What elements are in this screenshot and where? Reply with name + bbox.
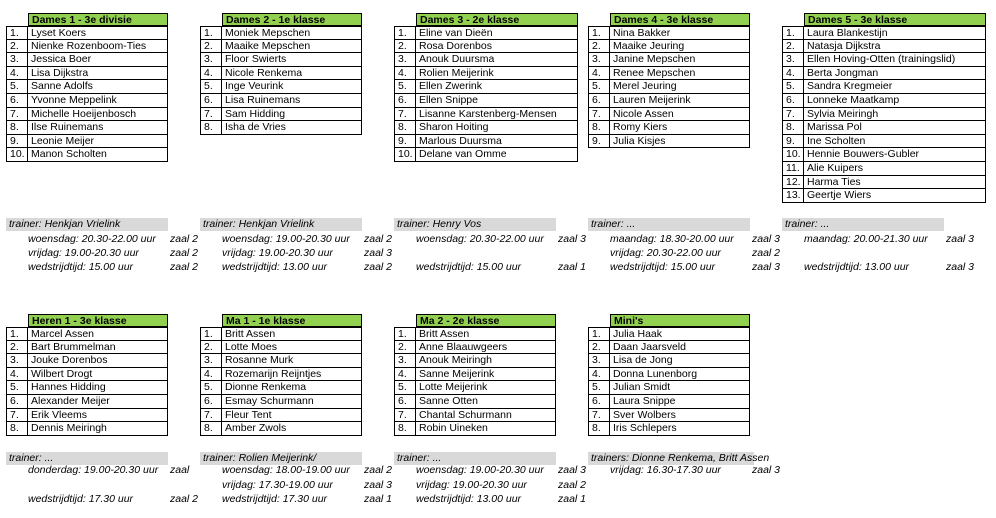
- row-number: 2.: [200, 40, 222, 54]
- player-name[interactable]: Dionne Renkema: [222, 381, 362, 395]
- zaal-label[interactable]: zaal 2: [364, 464, 393, 476]
- player-name[interactable]: Laura Blankestijn: [804, 26, 986, 40]
- team-header[interactable]: Ma 2 - 2e klasse: [416, 314, 556, 327]
- player-name[interactable]: Janine Mepschen: [610, 53, 750, 67]
- player-name[interactable]: Harma Ties: [804, 176, 986, 190]
- zaal-label[interactable]: zaal 3: [752, 464, 781, 476]
- zaal-label[interactable]: zaal 3: [946, 261, 975, 273]
- row-number: 8.: [200, 422, 222, 436]
- player-name[interactable]: Delane van Omme: [416, 148, 578, 162]
- zaal-label[interactable]: zaal 2: [364, 261, 393, 273]
- player-name[interactable]: Leonie Meijer: [28, 135, 168, 149]
- row-number: 2.: [6, 40, 28, 54]
- player-name[interactable]: Michelle Hoeijenbosch: [28, 108, 168, 122]
- row-number: 8.: [782, 121, 804, 135]
- zaal-label[interactable]: zaal: [170, 464, 190, 476]
- row-number: 6.: [588, 94, 610, 108]
- player-name[interactable]: Marcel Assen: [28, 327, 168, 341]
- row-number: 8.: [394, 121, 416, 135]
- row-number: 4.: [588, 67, 610, 81]
- row-number: 7.: [200, 108, 222, 122]
- trainer-cell[interactable]: trainers: Dionne Renkema, Britt Assen: [588, 452, 754, 465]
- row-number: 9.: [394, 135, 416, 149]
- player-name[interactable]: Lisa Dijkstra: [28, 67, 168, 81]
- schedule-time[interactable]: maandag: 20.00-21.30 uur: [804, 233, 928, 245]
- player-name[interactable]: Iris Schlepers: [610, 422, 750, 436]
- zaal-label[interactable]: zaal 1: [558, 261, 587, 273]
- player-name[interactable]: Berta Jongman: [804, 67, 986, 81]
- player-name[interactable]: Bart Brummelman: [28, 341, 168, 355]
- row-number: 2.: [394, 341, 416, 355]
- row-number: 6.: [200, 94, 222, 108]
- row-number: 4.: [782, 67, 804, 81]
- schedule-time[interactable]: wedstrijdtijd: 17.30 uur: [222, 493, 328, 505]
- team-header[interactable]: Dames 2 - 1e klasse: [222, 13, 362, 26]
- schedule-time[interactable]: wedstrijdtijd: 15.00 uur: [28, 261, 134, 273]
- zaal-label[interactable]: zaal 3: [946, 233, 975, 245]
- player-name[interactable]: Nicole Renkema: [222, 67, 362, 81]
- row-number: 2.: [200, 341, 222, 355]
- schedule-time[interactable]: vrijdag: 19.00-20.30 uur: [416, 479, 527, 491]
- team-header[interactable]: Heren 1 - 3e klasse: [28, 314, 168, 327]
- zaal-label[interactable]: zaal 2: [170, 261, 199, 273]
- player-name[interactable]: Moniek Mepschen: [222, 26, 362, 40]
- row-number: 3.: [6, 53, 28, 67]
- row-number: 6.: [588, 395, 610, 409]
- zaal-label[interactable]: zaal 2: [558, 479, 587, 491]
- row-number: 7.: [6, 409, 28, 423]
- player-name[interactable]: Rosa Dorenbos: [416, 40, 578, 54]
- row-number: 7.: [782, 108, 804, 122]
- row-number: 1.: [588, 26, 610, 40]
- zaal-label[interactable]: zaal 3: [752, 261, 781, 273]
- player-name[interactable]: Sandra Kregmeier: [804, 80, 986, 94]
- player-name[interactable]: Geertje Wiers: [804, 189, 986, 203]
- trainer-cell[interactable]: trainer: Henkjan Vrielink: [200, 218, 362, 231]
- player-name[interactable]: Rozemarijn Reijntjes: [222, 368, 362, 382]
- player-name[interactable]: Isha de Vries: [222, 121, 362, 135]
- row-number: 5.: [394, 381, 416, 395]
- player-name[interactable]: Chantal Schurmann: [416, 409, 556, 423]
- schedule-time[interactable]: woensdag: 20.30-22.00 uur: [416, 233, 544, 245]
- player-name[interactable]: Rolien Meijerink: [416, 67, 578, 81]
- row-number: 9.: [782, 135, 804, 149]
- player-name[interactable]: Julia Kisjes: [610, 135, 750, 149]
- player-name[interactable]: Ine Scholten: [804, 135, 986, 149]
- row-number: 5.: [200, 381, 222, 395]
- player-name[interactable]: Julia Haak: [610, 327, 750, 341]
- player-name[interactable]: Renee Mepschen: [610, 67, 750, 81]
- player-name[interactable]: Ellen Zwerink: [416, 80, 578, 94]
- trainer-cell[interactable]: trainer: Rolien Meijerink/: [200, 452, 362, 465]
- row-number: 1.: [394, 327, 416, 341]
- team-header[interactable]: Dames 1 - 3e divisie: [28, 13, 168, 26]
- team-header[interactable]: Mini's: [610, 314, 750, 327]
- row-number: 1.: [588, 327, 610, 341]
- schedule-time[interactable]: woensdag: 20.30-22.00 uur: [28, 233, 156, 245]
- player-name[interactable]: Wilbert Drogt: [28, 368, 168, 382]
- row-number: 6.: [394, 395, 416, 409]
- row-number: 8.: [394, 422, 416, 436]
- row-number: 2.: [588, 40, 610, 54]
- player-name[interactable]: Ellen Hoving-Otten (trainingslid): [804, 53, 986, 67]
- row-number: 5.: [782, 80, 804, 94]
- player-name[interactable]: Merel Jeuring: [610, 80, 750, 94]
- row-number: 8.: [6, 121, 28, 135]
- row-number: 7.: [394, 108, 416, 122]
- row-number: 2.: [782, 40, 804, 54]
- player-name[interactable]: Alie Kuipers: [804, 162, 986, 176]
- team-header[interactable]: Dames 5 - 3e klasse: [804, 13, 986, 26]
- schedule-time[interactable]: wedstrijdtijd: 13.00 uur: [222, 261, 328, 273]
- team-header[interactable]: Dames 4 - 3e klasse: [610, 13, 750, 26]
- row-number: 10.: [782, 148, 804, 162]
- player-name[interactable]: Inge Veurink: [222, 80, 362, 94]
- zaal-label[interactable]: zaal 3: [752, 233, 781, 245]
- row-number: 1.: [394, 26, 416, 40]
- row-number: 10.: [6, 148, 28, 162]
- row-number: 1.: [6, 327, 28, 341]
- player-name[interactable]: Jouke Dorenbos: [28, 354, 168, 368]
- zaal-label[interactable]: zaal 2: [170, 493, 199, 505]
- team-header[interactable]: Dames 3 - 2e klasse: [416, 13, 578, 26]
- row-number: 6.: [394, 94, 416, 108]
- row-number: 6.: [200, 395, 222, 409]
- player-name[interactable]: Anouk Duursma: [416, 53, 578, 67]
- row-number: 3.: [200, 53, 222, 67]
- zaal-label[interactable]: zaal 2: [752, 247, 781, 259]
- player-name[interactable]: Lisanne Karstenberg-Mensen: [416, 108, 578, 122]
- zaal-label[interactable]: zaal 3: [364, 247, 393, 259]
- row-number: 13.: [782, 189, 804, 203]
- player-name[interactable]: Sam Hidding: [222, 108, 362, 122]
- trainer-cell[interactable]: trainer: ...: [588, 218, 750, 231]
- schedule-time[interactable]: vrijdag: 20.30-22.00 uur: [610, 247, 721, 259]
- row-number: 1.: [6, 26, 28, 40]
- player-name[interactable]: Sver Wolbers: [610, 409, 750, 423]
- player-name[interactable]: Nina Bakker: [610, 26, 750, 40]
- row-number: 8.: [6, 422, 28, 436]
- player-name[interactable]: Lauren Meijerink: [610, 94, 750, 108]
- player-name[interactable]: Lotte Meijerink: [416, 381, 556, 395]
- player-name[interactable]: Julian Smidt: [610, 381, 750, 395]
- zaal-label[interactable]: zaal 3: [364, 479, 393, 491]
- player-name[interactable]: Jessica Boer: [28, 53, 168, 67]
- player-name[interactable]: Manon Scholten: [28, 148, 168, 162]
- player-name[interactable]: Rosanne Murk: [222, 354, 362, 368]
- row-number: 9.: [588, 135, 610, 149]
- player-name[interactable]: Anouk Meiringh: [416, 354, 556, 368]
- row-number: 3.: [394, 53, 416, 67]
- row-number: 9.: [6, 135, 28, 149]
- row-number: 7.: [394, 409, 416, 423]
- player-name[interactable]: Lisa de Jong: [610, 354, 750, 368]
- row-number: 5.: [6, 80, 28, 94]
- row-number: 1.: [200, 327, 222, 341]
- row-number: 3.: [588, 53, 610, 67]
- row-number: 4.: [394, 67, 416, 81]
- row-number: 5.: [588, 80, 610, 94]
- schedule-time[interactable]: vrijdag: 19.00-20.30 uur: [222, 247, 333, 259]
- trainer-cell[interactable]: trainer: ...: [6, 452, 168, 465]
- player-name[interactable]: Robin Uineken: [416, 422, 556, 436]
- player-name[interactable]: Lotte Moes: [222, 341, 362, 355]
- row-number: 3.: [394, 354, 416, 368]
- schedule-time[interactable]: donderdag: 19.00-20.30 uur: [28, 464, 159, 476]
- row-number: 6.: [6, 395, 28, 409]
- schedule-time[interactable]: vrijdag: 16.30-17.30 uur: [610, 464, 721, 476]
- row-number: 5.: [588, 381, 610, 395]
- player-name[interactable]: Britt Assen: [222, 327, 362, 341]
- schedule-time[interactable]: wedstrijdtijd: 15.00 uur: [416, 261, 522, 273]
- row-number: 1.: [200, 26, 222, 40]
- player-name[interactable]: Eline van Dieën: [416, 26, 578, 40]
- player-name[interactable]: Ilse Ruinemans: [28, 121, 168, 135]
- trainer-cell[interactable]: trainer: ...: [782, 218, 944, 231]
- player-name[interactable]: Sharon Hoiting: [416, 121, 578, 135]
- schedule-time[interactable]: wedstrijdtijd: 17.30 uur: [28, 493, 134, 505]
- schedule-time[interactable]: vrijdag: 17.30-19.00 uur: [222, 479, 333, 491]
- zaal-label[interactable]: zaal 3: [558, 464, 587, 476]
- row-number: 12.: [782, 176, 804, 190]
- player-name[interactable]: Donna Lunenborg: [610, 368, 750, 382]
- row-number: 7.: [6, 108, 28, 122]
- schedule-time[interactable]: wedstrijdtijd: 13.00 uur: [804, 261, 910, 273]
- player-name[interactable]: Daan Jaarsveld: [610, 341, 750, 355]
- row-number: 8.: [588, 422, 610, 436]
- player-name[interactable]: Sanne Otten: [416, 395, 556, 409]
- player-name[interactable]: Maaike Jeuring: [610, 40, 750, 54]
- trainer-cell[interactable]: trainer: ...: [394, 452, 556, 465]
- player-name[interactable]: Hennie Bouwers-Gubler: [804, 148, 986, 162]
- schedule-time[interactable]: maandag: 18.30-20.00 uur: [610, 233, 734, 245]
- player-name[interactable]: Ellen Snippe: [416, 94, 578, 108]
- player-name[interactable]: Lisa Ruinemans: [222, 94, 362, 108]
- row-number: 7.: [588, 108, 610, 122]
- player-name[interactable]: Marissa Pol: [804, 121, 986, 135]
- row-number: 1.: [782, 26, 804, 40]
- player-name[interactable]: Lonneke Maatkamp: [804, 94, 986, 108]
- row-number: 7.: [200, 409, 222, 423]
- row-number: 6.: [6, 94, 28, 108]
- player-name[interactable]: Laura Snippe: [610, 395, 750, 409]
- player-name[interactable]: Nienke Rozenboom-Ties: [28, 40, 168, 54]
- player-name[interactable]: Romy Kiers: [610, 121, 750, 135]
- zaal-label[interactable]: zaal 2: [170, 247, 199, 259]
- row-number: 2.: [588, 341, 610, 355]
- row-number: 8.: [200, 121, 222, 135]
- row-number: 4.: [200, 368, 222, 382]
- player-name[interactable]: Floor Swierts: [222, 53, 362, 67]
- zaal-label[interactable]: zaal 1: [364, 493, 393, 505]
- player-name[interactable]: Fleur Tent: [222, 409, 362, 423]
- row-number: 11.: [782, 162, 804, 176]
- row-number: 7.: [588, 409, 610, 423]
- player-name[interactable]: Yvonne Meppelink: [28, 94, 168, 108]
- player-name[interactable]: Sanne Adolfs: [28, 80, 168, 94]
- player-name[interactable]: Marlous Duursma: [416, 135, 578, 149]
- player-name[interactable]: Sanne Meijerink: [416, 368, 556, 382]
- zaal-label[interactable]: zaal 2: [364, 233, 393, 245]
- row-number: 4.: [6, 67, 28, 81]
- row-number: 2.: [394, 40, 416, 54]
- schedule-time[interactable]: vrijdag: 19.00-20.30 uur: [28, 247, 139, 259]
- row-number: 6.: [782, 94, 804, 108]
- row-number: 3.: [200, 354, 222, 368]
- schedule-time[interactable]: woensdag: 19.00-20.30 uur: [222, 233, 350, 245]
- row-number: 4.: [200, 67, 222, 81]
- schedule-time[interactable]: wedstrijdtijd: 13.00 uur: [416, 493, 522, 505]
- zaal-label[interactable]: zaal 2: [170, 233, 199, 245]
- row-number: 10.: [394, 148, 416, 162]
- row-number: 5.: [6, 381, 28, 395]
- schedule-time[interactable]: woensdag: 18.00-19.00 uur: [222, 464, 350, 476]
- player-name[interactable]: Lyset Koers: [28, 26, 168, 40]
- player-name[interactable]: Esmay Schurmann: [222, 395, 362, 409]
- row-number: 5.: [200, 80, 222, 94]
- zaal-label[interactable]: zaal 1: [558, 493, 587, 505]
- row-number: 3.: [588, 354, 610, 368]
- row-number: 4.: [588, 368, 610, 382]
- schedule-time[interactable]: wedstrijdtijd: 15.00 uur: [610, 261, 716, 273]
- row-number: 8.: [588, 121, 610, 135]
- player-name[interactable]: Sylvia Meiringh: [804, 108, 986, 122]
- player-name[interactable]: Nicole Assen: [610, 108, 750, 122]
- player-name[interactable]: Dennis Meiringh: [28, 422, 168, 436]
- zaal-label[interactable]: zaal 3: [558, 233, 587, 245]
- row-number: 4.: [394, 368, 416, 382]
- player-name[interactable]: Amber Zwols: [222, 422, 362, 436]
- player-name[interactable]: Erik Vleems: [28, 409, 168, 423]
- player-name[interactable]: Hannes Hidding: [28, 381, 168, 395]
- player-name[interactable]: Anne Blaauwgeers: [416, 341, 556, 355]
- trainer-cell[interactable]: trainer: Henry Vos: [394, 218, 556, 231]
- trainer-cell[interactable]: trainer: Henkjan Vrielink: [6, 218, 168, 231]
- player-name[interactable]: Alexander Meijer: [28, 395, 168, 409]
- player-name[interactable]: Natasja Dijkstra: [804, 40, 986, 54]
- team-header[interactable]: Ma 1 - 1e klasse: [222, 314, 362, 327]
- row-number: 3.: [6, 354, 28, 368]
- row-number: 3.: [782, 53, 804, 67]
- player-name[interactable]: Britt Assen: [416, 327, 556, 341]
- row-number: 5.: [394, 80, 416, 94]
- row-number: 2.: [6, 341, 28, 355]
- row-number: 4.: [6, 368, 28, 382]
- player-name[interactable]: Maaike Mepschen: [222, 40, 362, 54]
- schedule-time[interactable]: woensdag: 19.00-20.30 uur: [416, 464, 544, 476]
